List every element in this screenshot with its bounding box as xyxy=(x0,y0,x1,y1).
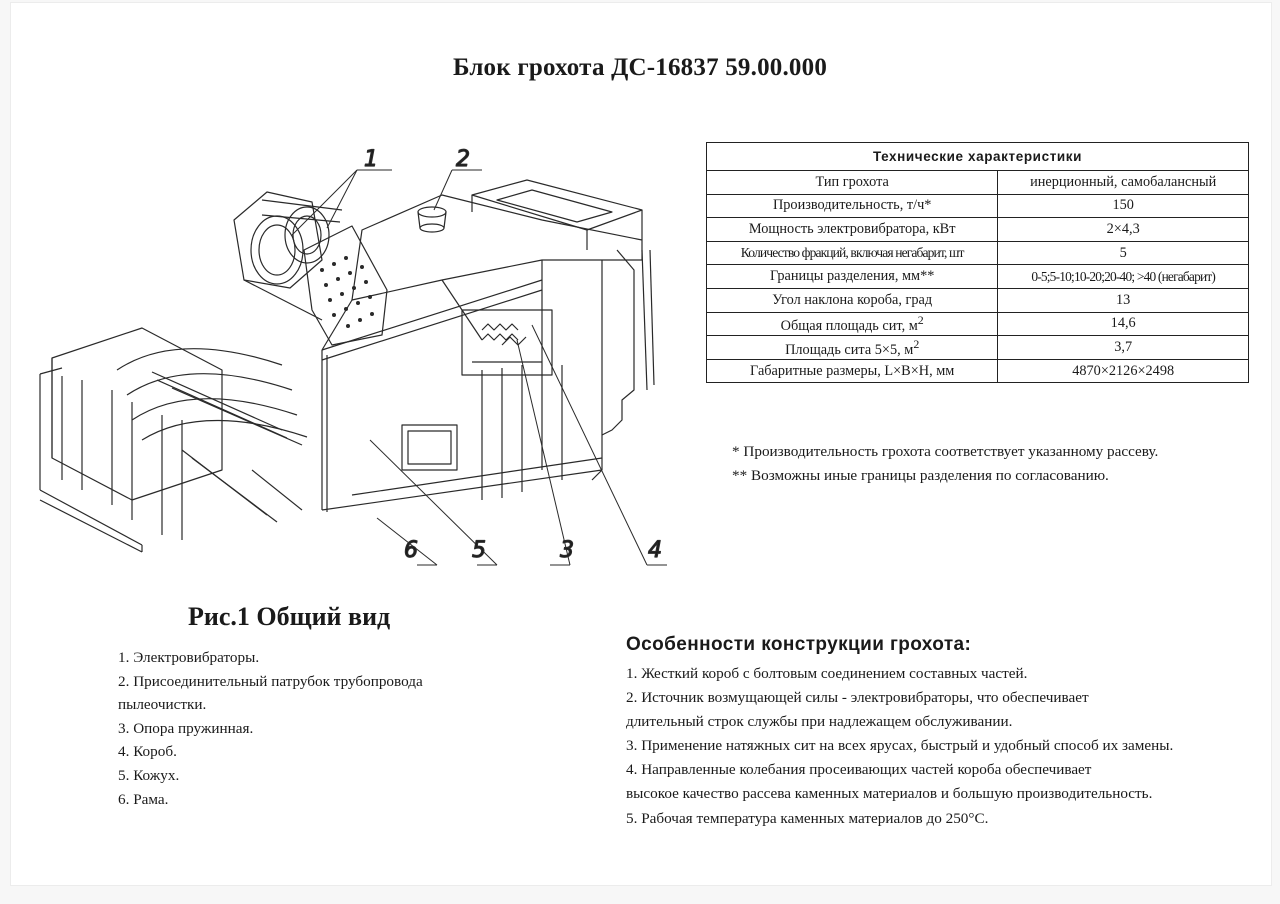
spec-value: инерционный, самобалансный xyxy=(998,171,1249,195)
features-list xyxy=(626,662,1276,831)
table-row xyxy=(707,265,1249,289)
spec-param: Границы разделения, мм** xyxy=(707,265,998,289)
footnotes xyxy=(732,440,1252,488)
figure-legend xyxy=(118,646,538,811)
dust-pipe xyxy=(418,207,446,232)
spec-value: 5 xyxy=(998,241,1249,265)
legend-item: 2. Присоединительный патрубок трубопровода пылеочистки. xyxy=(118,672,423,714)
box-housing xyxy=(322,195,654,512)
callout-5: 5 xyxy=(472,538,486,563)
feature-line: длительный строк службы при надлежащем обслуживании. xyxy=(626,713,1013,731)
spec-param-cell xyxy=(707,336,998,360)
feature-line: 1. Жесткий короб с болтовым соединением составных частей. xyxy=(626,665,1028,682)
electrovibrators xyxy=(234,192,342,320)
spec-value: 3,7 xyxy=(998,336,1249,360)
table-row xyxy=(707,336,1249,360)
legend-item: 1. Электровибраторы. xyxy=(118,649,260,666)
spec-param: Производительность, т/ч* xyxy=(707,194,998,218)
callout-6: 6 xyxy=(404,538,418,563)
spec-value: 4870×2126×2498 xyxy=(998,359,1249,383)
feed-hopper xyxy=(472,180,642,250)
callout-3: 3 xyxy=(560,538,574,563)
feature-line: 4. Направленные колебания просеивающих частей короба обеспечивает xyxy=(626,761,1092,779)
features-title: Особенности конструкции грохота: xyxy=(626,634,972,655)
perforated-plate xyxy=(304,226,387,345)
page-title: Блок грохота ДС-16837 59.00.000 xyxy=(452,54,828,81)
spec-param: Мощность электровибратора, кВт xyxy=(707,218,998,242)
spec-param-superscript: 2 xyxy=(913,336,920,351)
table-row xyxy=(707,312,1249,336)
figure-caption: Рис.1 Общий вид xyxy=(188,602,391,631)
footnote-performance: * Производительность грохота соответствует указанному рассеву. xyxy=(732,443,1159,460)
legend-item: 4. Короб. xyxy=(118,743,177,761)
spec-param: Площадь сита 5×5, м xyxy=(785,341,914,358)
spec-value: 13 xyxy=(998,288,1249,312)
footnote-boundaries: ** Возможны иные границы разделения по согласованию. xyxy=(732,467,1109,484)
feature-line: 3. Применение натяжных сит на всех ярусах, быстрый и удобный способ их замены. xyxy=(626,737,1174,755)
callout-1: 1 xyxy=(364,147,378,172)
spec-value: 2×4,3 xyxy=(998,218,1249,242)
table-row xyxy=(707,171,1249,195)
callout-4: 4 xyxy=(648,538,662,563)
feature-line: 2. Источник возмущающей силы - электровибраторы, что обеспечивает xyxy=(626,689,1089,707)
feature-line: 5. Рабочая температура каменных материалов до 250°C. xyxy=(626,809,989,827)
legend-item: 6. Рама. xyxy=(118,790,169,808)
drawing-svg xyxy=(22,140,712,580)
spec-table-header: Технические характеристики xyxy=(707,143,1249,171)
callout-2: 2 xyxy=(456,147,470,172)
spec-param: Тип грохота xyxy=(707,171,998,195)
spec-param: Количество фракций, включая негабарит, шт xyxy=(707,241,998,265)
feature-line: высокое качество рассева каменных материалов и большую производительность. xyxy=(626,785,1153,803)
spec-value: 14,6 xyxy=(998,312,1249,336)
frame-left xyxy=(40,328,307,552)
spring-support xyxy=(462,310,552,375)
table-row xyxy=(707,359,1249,383)
table-row xyxy=(707,241,1249,265)
table-row xyxy=(707,288,1249,312)
spec-param: Габаритные размеры, L×B×H, мм xyxy=(707,359,998,383)
spec-param-superscript: 2 xyxy=(917,312,924,327)
screen-assembly-drawing xyxy=(22,140,712,580)
spec-param: Общая площадь сит, м xyxy=(780,317,918,334)
legend-item: 3. Опора пружинная. xyxy=(118,719,254,737)
legend-item: 5. Кожух. xyxy=(118,766,180,784)
table-row xyxy=(707,194,1249,218)
spec-table xyxy=(706,142,1249,383)
spec-param: Угол наклона короба, град xyxy=(707,288,998,312)
spec-value: 150 xyxy=(998,194,1249,218)
table-row xyxy=(707,218,1249,242)
spec-param-cell xyxy=(707,312,998,336)
spec-value: 0-5;5-10;10-20;20-40; >40 (негабарит) xyxy=(998,265,1249,289)
